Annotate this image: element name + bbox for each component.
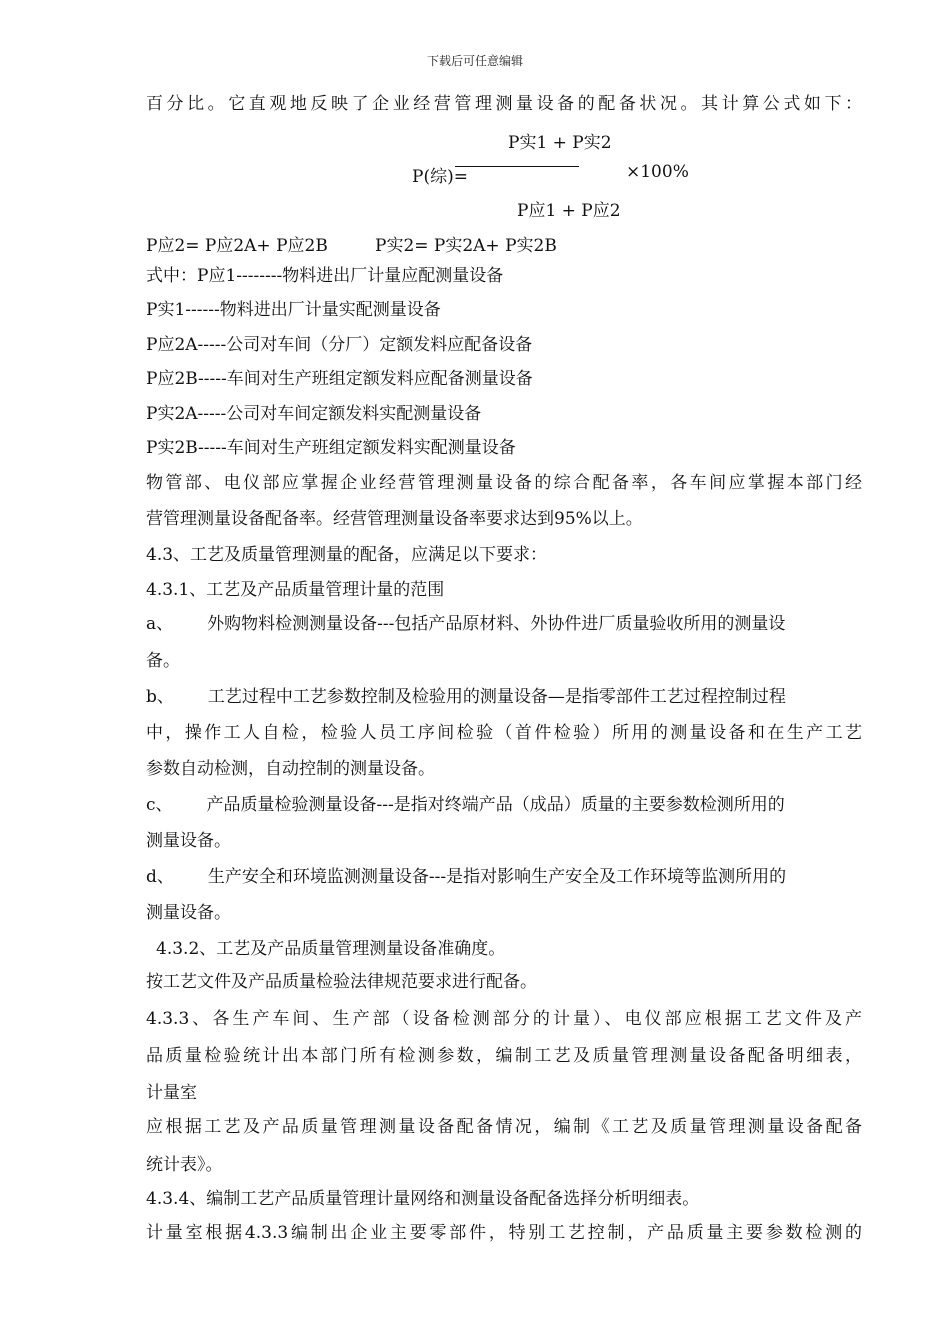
text-line: 测量设备。 — [146, 903, 231, 923]
section-heading: 4.3.4、编制工艺产品质量管理计量网络和测量设备配备选择分析明细表。 — [146, 1189, 700, 1209]
list-marker: c、 — [146, 795, 173, 815]
text-line: 计量室 — [146, 1083, 197, 1103]
list-item-b — [146, 686, 862, 708]
text-line: 测量设备。 — [146, 831, 231, 851]
formula-numerator: P实1 + P实2 — [508, 133, 612, 153]
list-item-c — [146, 794, 862, 816]
text-line: P实2A-----公司对车间定额发料实配测量设备 — [146, 404, 482, 424]
text-line: 营管理测量设备配备率。经营管理测量设备率要求达到95%以上。 — [146, 509, 643, 529]
list-marker: b、 — [146, 687, 174, 707]
text-line: 品质量检验统计出本部门所有检测参数，编制工艺及质量管理测量设备配备明细表， — [146, 1046, 862, 1066]
list-item-a — [146, 613, 862, 635]
text-line: 物管部、电仪部应掌握企业经营管理测量设备的综合配备率，各车间应掌握本部门经 — [146, 473, 862, 493]
page-header-note: 下载后可任意编辑 — [426, 54, 523, 68]
intro-paragraph: 百分比。它直观地反映了企业经营管理测量设备的配备状况。其计算公式如下： — [146, 94, 862, 114]
formula-multiplier: ×100% — [626, 162, 689, 182]
list-item-text: 工艺过程中工艺参数控制及检验用的测量设备—是指零部件工艺过程控制过程 — [207, 687, 786, 707]
list-item-text: 产品质量检验测量设备---是指对终端产品（成品）质量的主要参数检测所用的 — [206, 795, 785, 815]
list-item-text: 外购物料检测测量设备---包括产品原材料、外协件进厂质量验收所用的测量设 — [207, 614, 786, 634]
section-heading: 4.3.1、工艺及产品质量管理计量的范围 — [146, 580, 445, 600]
text-line: 计量室根据4.3.3编制出企业主要零部件，特别工艺控制，产品质量主要参数检测的 — [146, 1223, 862, 1243]
list-marker: a、 — [146, 614, 174, 634]
definition-s2: P实2= P实2A+ P实2B — [375, 236, 557, 256]
list-item-text: 生产安全和环境监测测量设备---是指对影响生产安全及工作环境等监测所用的 — [207, 867, 787, 887]
text-line: P实1------物料进出厂计量实配测量设备 — [146, 300, 441, 320]
section-heading: 4.3.2、工艺及产品质量管理测量设备准确度。 — [156, 939, 506, 959]
formula-denominator: P应1 + P应2 — [517, 201, 621, 221]
list-item-d — [146, 866, 862, 888]
definition-p2: P应2= P应2A+ P应2B — [146, 236, 328, 256]
text-line: P实2B-----车间对生产班组定额发料实配测量设备 — [146, 438, 516, 458]
text-line: P应2A-----公司对车间（分厂）定额发料应配备设备 — [146, 335, 533, 355]
formula-fraction-bar — [455, 166, 579, 167]
text-line: 按工艺文件及产品质量检验法律规范要求进行配备。 — [146, 972, 537, 992]
text-line: P应2B-----车间对生产班组定额发料应配备测量设备 — [146, 369, 533, 389]
formula-lhs: P(综)= — [412, 167, 468, 187]
list-marker: d、 — [146, 867, 174, 887]
text-line: 统计表》。 — [146, 1155, 223, 1175]
text-line: 式中：P应1--------物料进出厂计量应配测量设备 — [146, 266, 504, 286]
text-line: 应根据工艺及产品质量管理测量设备配备情况，编制《工艺及质量管理测量设备配备 — [146, 1117, 862, 1137]
text-line: 4.3.3、各生产车间、生产部（设备检测部分的计量）、电仪部应根据工艺文件及产 — [146, 1009, 862, 1029]
text-line: 中，操作工人自检，检验人员工序间检验（首件检验）所用的测量设备和在生产工艺 — [146, 723, 862, 743]
text-line: 备。 — [146, 651, 180, 671]
section-heading: 4.3、工艺及质量管理测量的配备，应满足以下要求： — [146, 545, 548, 565]
text-line: 参数自动检测，自动控制的测量设备。 — [146, 759, 435, 779]
